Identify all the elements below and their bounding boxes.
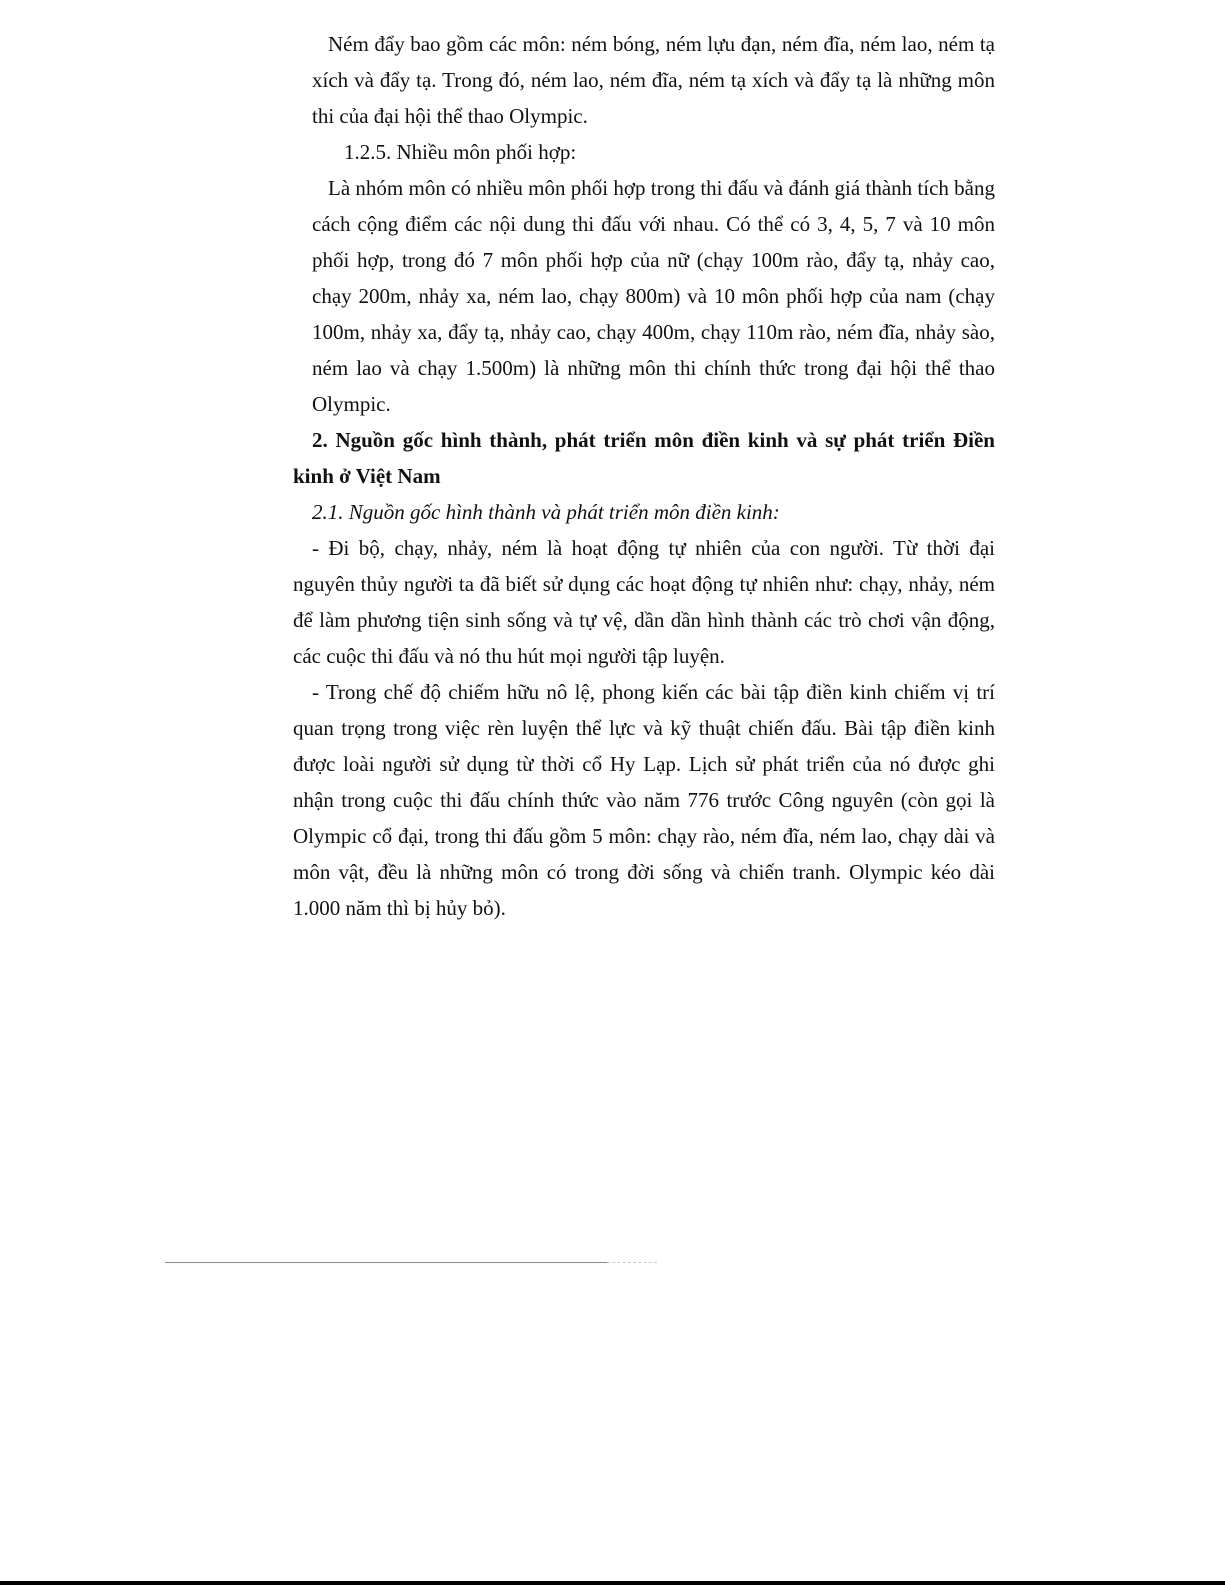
heading-section-2-1: 2.1. Nguồn gốc hình thành và phát triển môn điền kinh: (312, 500, 780, 524)
footnote-separator (165, 1262, 607, 1263)
paragraph-di-bo-chay-nhay: - Đi bộ, chạy, nhảy, ném là hoạt động tự nhiên của con người. Từ thời đại nguyên thủy người ta đã biết sử dụng các hoạt động tự nhiên như: chạy, nhảy, ném để làm phương tiện sinh sống và tự vệ, dần dần hình thành các trò chơi vận động, các cuộc thi đấu và nó thu hút mọi người tập luyện. (293, 536, 995, 668)
heading-section-2: 2. Nguồn gốc hình thành, phát triển môn điền kinh và sự phát triển Điền kinh ở Việt Nam (293, 428, 995, 488)
paragraph-nem-day: Ném đẩy bao gồm các môn: ném bóng, ném lựu đạn, ném đĩa, ném lao, ném tạ xích và đẩy tạ. Trong đó, ném lao, ném đĩa, ném tạ xích và đẩy tạ là những môn thi của đại hội thể thao Olympic. (312, 32, 995, 128)
page-bottom-edge (0, 1581, 1225, 1585)
document-body (293, 26, 995, 926)
paragraph-che-do-chiem-huu: - Trong chế độ chiếm hữu nô lệ, phong kiến các bài tập điền kinh chiếm vị trí quan trọng trong việc rèn luyện thể lực và kỹ thuật chiến đấu. Bài tập điền kinh được loài người sử dụng từ thời cổ Hy Lạp. Lịch sử phát triển của nó được ghi nhận trong cuộc thi đấu chính thức vào năm 776 trước Công nguyên (còn gọi là Olympic cổ đại, trong thi đấu gồm 5 môn: chạy rào, ném đĩa, ném lao, chạy dài và môn vật, đều là những môn có trong đời sống và chiến tranh. Olympic kéo dài 1.000 năm thì bị hủy bỏ). (293, 680, 995, 920)
footnote-separator-tail (607, 1262, 657, 1263)
heading-1-2-5: 1.2.5. Nhiều môn phối hợp: (344, 140, 577, 164)
paragraph-nhieu-mon-phoi-hop: Là nhóm môn có nhiều môn phối hợp trong thi đấu và đánh giá thành tích bằng cách cộng điểm các nội dung thi đấu với nhau. Có thể có 3, 4, 5, 7 và 10 môn phối hợp, trong đó 7 môn phối hợp của nữ (chạy 100m rào, đẩy tạ, nhảy cao, chạy 200m, nhảy xa, ném lao, chạy 800m) và 10 môn phối hợp của nam (chạy 100m, nhảy xa, đẩy tạ, nhảy cao, chạy 400m, chạy 110m rào, ném đĩa, nhảy sào, ném lao và chạy 1.500m) là những môn thi chính thức trong đại hội thể thao Olympic. (312, 176, 995, 416)
